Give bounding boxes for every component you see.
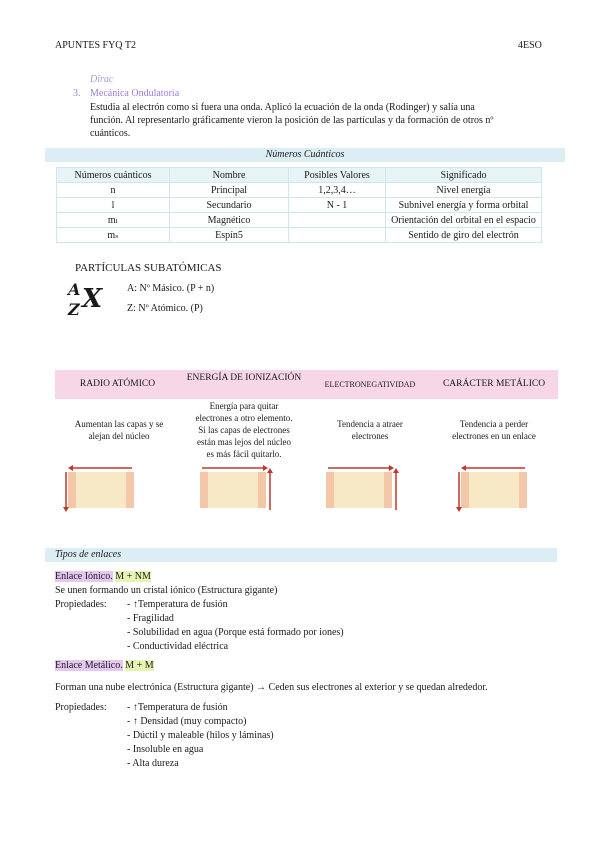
description-line: electrones en un enlace bbox=[452, 431, 536, 441]
ionic-props-list bbox=[127, 598, 344, 654]
column-header: Nombre bbox=[170, 168, 289, 183]
table-cell bbox=[289, 213, 386, 228]
dirac-label: Dirac bbox=[90, 74, 114, 85]
table-cell: Espín5 bbox=[170, 228, 289, 243]
table-cell: n bbox=[57, 183, 170, 198]
atomic-number-line: Z: Nº Atómico. (P) bbox=[127, 303, 203, 314]
metallic-bond-description: Forman una nube electrónica (Estructura gigante) → Ceden sus electrones al exterior y se quedan alrededor. bbox=[55, 682, 488, 693]
bonds-title: Tipos de enlaces bbox=[55, 549, 122, 560]
trend-header-electronegativity: ELECTRONEGATIVIDAD bbox=[324, 380, 416, 389]
item-number: 3. bbox=[73, 88, 81, 99]
table-cell: mₛ bbox=[57, 228, 170, 243]
table-header-row bbox=[57, 168, 542, 183]
table-cell: Secundario bbox=[170, 198, 289, 213]
table-cell: Nivel energía bbox=[386, 183, 542, 198]
description-line: alejan del núcleo bbox=[88, 431, 150, 441]
mass-number-symbol: A bbox=[68, 280, 81, 299]
table-cell: Principal bbox=[170, 183, 289, 198]
trend-header-atomic-radius: RADIO ATÓMICO bbox=[79, 379, 156, 389]
atomic-number-symbol: Z bbox=[68, 300, 80, 319]
description-line: Energía para quitar bbox=[209, 401, 279, 411]
intro-line: Estudia al electrón como si fuera una onda. Aplicó la ecuación de la onda (Rodinger) y salía una bbox=[90, 102, 475, 113]
description-line: Tendencia a atraer bbox=[337, 419, 403, 429]
table-cell: N - 1 bbox=[289, 198, 386, 213]
element-symbol: X bbox=[82, 284, 103, 314]
table-row bbox=[57, 183, 542, 198]
trend-description bbox=[184, 400, 304, 460]
atomic-radius-diagram bbox=[62, 464, 140, 514]
description-line: Si las capas de electrones bbox=[198, 425, 290, 435]
table-row bbox=[57, 213, 542, 228]
quantum-table-title: Números Cuánticos bbox=[45, 148, 565, 162]
list-item: - ↑Temperatura de fusión bbox=[127, 702, 228, 713]
list-item: - Insoluble en agua bbox=[127, 744, 204, 755]
table-cell: Orientación del orbital en el espacio bbox=[386, 213, 542, 228]
bonds-band bbox=[45, 548, 557, 562]
metallic-props-list bbox=[127, 701, 274, 771]
trend-header-metallic-character: CARÁCTER METÁLICO bbox=[442, 379, 546, 389]
metallic-character-diagram bbox=[455, 464, 533, 514]
description-line: electrones bbox=[351, 431, 389, 441]
item-title: Mecánica Ondulatoria bbox=[90, 88, 180, 99]
table-cell: Sentido de giro del electrón bbox=[386, 228, 542, 243]
nuclide-symbol bbox=[68, 280, 118, 322]
particles-title: PARTÍCULAS SUBATÓMICAS bbox=[75, 262, 222, 274]
list-item: - ↑Temperatura de fusión bbox=[127, 599, 228, 610]
list-item: - Fragilidad bbox=[127, 613, 174, 624]
trend-description bbox=[310, 418, 430, 442]
column-header: Significado bbox=[386, 168, 542, 183]
intro-line: función. Al representarlo gráficamente vieron la posición de las partículas y da formación de otros nº bbox=[90, 115, 494, 126]
header-right: 4ESO bbox=[518, 40, 542, 51]
table-cell: 1,2,3,4… bbox=[289, 183, 386, 198]
ionic-bond-description: Se unen formando un cristal iónico (Estructura gigante) bbox=[55, 585, 278, 596]
ionic-bond-name: Enlace Iónico. bbox=[55, 571, 113, 582]
list-item: - ↑ Densidad (muy compacto) bbox=[127, 716, 247, 727]
description-line: electrones a otro elemento. bbox=[195, 413, 293, 423]
table-cell: Subnivel energía y forma orbital bbox=[386, 198, 542, 213]
description-line: Aumentan las capas y se bbox=[74, 419, 164, 429]
list-item: - Solubilidad en agua (Porque está formado por iones) bbox=[127, 627, 344, 638]
electronegativity-diagram bbox=[322, 464, 400, 514]
ionization-energy-diagram bbox=[196, 464, 274, 514]
table-cell: Magnético bbox=[170, 213, 289, 228]
list-item: - Dúctil y maleable (hilos y láminas) bbox=[127, 730, 274, 741]
table-cell: mₗ bbox=[57, 213, 170, 228]
intro-line: cuánticos. bbox=[90, 128, 131, 139]
metallic-bond-name: Enlace Metálico. bbox=[55, 660, 123, 671]
column-header: Números cuánticos bbox=[57, 168, 170, 183]
table-cell bbox=[289, 228, 386, 243]
ionic-bond-formula: M + NM bbox=[115, 571, 151, 582]
ionic-props-label: Propiedades: bbox=[55, 599, 107, 610]
quantum-table bbox=[56, 167, 542, 243]
list-item: - Conductividad eléctrica bbox=[127, 641, 229, 652]
ionic-bond-heading bbox=[55, 570, 151, 583]
header-left: APUNTES FYQ T2 bbox=[55, 40, 136, 51]
metallic-bond-formula: M + M bbox=[125, 660, 154, 671]
trend-description bbox=[432, 418, 556, 442]
trend-header-ionization-energy: ENERGÍA DE IONIZACIÓN bbox=[186, 373, 302, 383]
list-item: - Alta dureza bbox=[127, 758, 179, 769]
description-line: es más fácil quitarlo. bbox=[206, 449, 282, 459]
description-line: están mas lejos del núcleo bbox=[197, 437, 291, 447]
table-row bbox=[57, 198, 542, 213]
column-header: Posibles Valores bbox=[289, 168, 386, 183]
intro-paragraph bbox=[90, 101, 550, 140]
metallic-bond-heading bbox=[55, 659, 154, 672]
trend-description bbox=[60, 418, 178, 442]
mass-number-line: A: Nº Másico. (P + n) bbox=[127, 283, 215, 294]
metallic-props-label: Propiedades: bbox=[55, 702, 107, 713]
table-row bbox=[57, 228, 542, 243]
description-line: Tendencia a perder bbox=[459, 419, 529, 429]
table-cell: l bbox=[57, 198, 170, 213]
